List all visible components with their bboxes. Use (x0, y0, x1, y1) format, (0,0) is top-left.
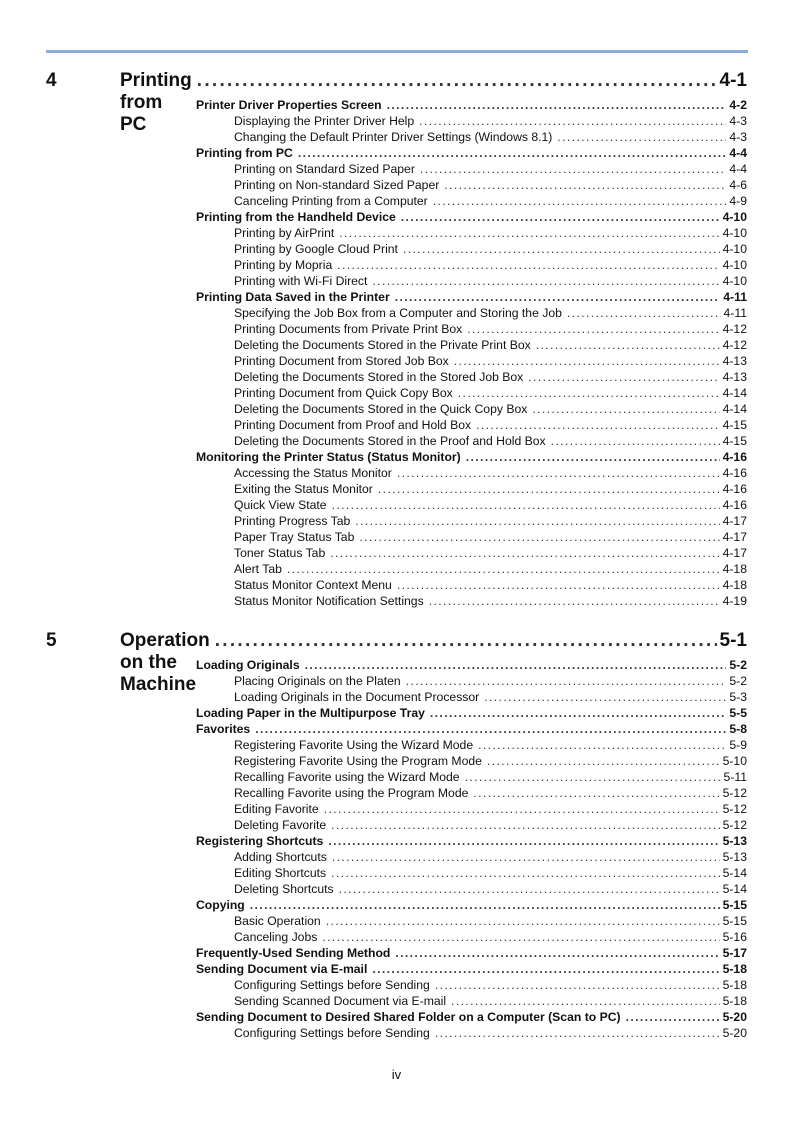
dot-leader (395, 945, 719, 961)
entry-title: Printing by Google Cloud Print (234, 242, 398, 256)
dot-leader (395, 289, 721, 305)
entry-title: Loading Originals (196, 658, 300, 672)
dot-leader (372, 273, 719, 289)
dot-leader (332, 497, 720, 513)
dot-leader (339, 225, 719, 241)
entry-page: 5-2 (729, 674, 747, 688)
entry-page: 4-2 (729, 98, 747, 112)
toc-subsection-entry[interactable] (234, 257, 747, 273)
toc-subsection-entry[interactable] (234, 161, 747, 177)
entry-title: Loading Paper in the Multipurpose Tray (196, 706, 425, 720)
entry-title: Sending Scanned Document via E-mail (234, 994, 447, 1008)
toc-subsection-entry[interactable] (234, 481, 747, 497)
toc-subsection-entry[interactable] (234, 193, 747, 209)
entry-page: 5-13 (722, 834, 747, 848)
dot-leader (419, 113, 726, 129)
entry-page: 4-16 (722, 466, 747, 480)
toc-subsection-entry[interactable] (234, 273, 747, 289)
chapter-number: 4 (46, 70, 57, 91)
entry-page: 5-17 (722, 946, 747, 960)
entry-page: 4-3 (729, 130, 747, 144)
dot-leader (332, 849, 720, 865)
entry-page: 5-10 (722, 754, 747, 768)
entry-title: Monitoring the Printer Status (Status Monitor) (196, 450, 461, 464)
entry-page: 4-17 (722, 514, 747, 528)
entry-page: 5-14 (722, 866, 747, 880)
chapter-4 (0, 70, 793, 609)
toc-subsection-entry[interactable] (234, 225, 747, 241)
entry-title: Deleting the Documents Stored in the Proof and Hold Box (234, 434, 546, 448)
entry-title: Deleting Shortcuts (234, 882, 334, 896)
dot-leader (476, 417, 720, 433)
toc-subsection-entry[interactable] (234, 737, 747, 753)
entry-title: Printing from PC (196, 146, 293, 160)
entry-title: Printing Data Saved in the Printer (196, 290, 390, 304)
dot-leader (473, 785, 719, 801)
entry-page: 4-4 (729, 146, 747, 160)
entry-page: 5-18 (722, 994, 747, 1008)
entry-page: 4-18 (722, 562, 747, 576)
entry-page: 4-16 (722, 450, 747, 464)
entry-title: Alert Tab (234, 562, 282, 576)
entry-title: Printing with Wi-Fi Direct (234, 274, 368, 288)
entry-page: 4-14 (722, 386, 747, 400)
entry-title: Deleting the Documents Stored in the Private Print Box (234, 338, 531, 352)
chapter-page[interactable]: 5-1 (719, 630, 747, 651)
toc-section-entry[interactable] (196, 945, 747, 961)
entry-page: 5-13 (722, 850, 747, 864)
entry-page: 5-15 (722, 914, 747, 928)
chapter-title[interactable]: Operation on the Machine (120, 630, 210, 695)
entry-page: 4-13 (722, 354, 747, 368)
entry-page: 4-4 (729, 162, 747, 176)
toc-section-entry[interactable] (196, 289, 747, 305)
entry-title: Printing by Mopria (234, 258, 333, 272)
toc-subsection-entry[interactable] (234, 785, 747, 801)
entry-title: Loading Originals in the Document Processor (234, 690, 480, 704)
entry-title: Printer Driver Properties Screen (196, 98, 382, 112)
toc-section-entry[interactable] (196, 961, 747, 977)
entry-page: 4-3 (729, 114, 747, 128)
dot-leader (331, 865, 719, 881)
toc-section-entry[interactable] (196, 721, 747, 737)
toc-section-entry[interactable] (196, 705, 747, 721)
toc-subsection-entry[interactable] (234, 977, 747, 993)
dot-leader (465, 769, 721, 785)
dot-leader (551, 433, 720, 449)
toc-subsection-entry[interactable] (234, 401, 747, 417)
entry-title: Adding Shortcuts (234, 850, 327, 864)
entry-title: Registering Favorite Using the Wizard Mode (234, 738, 474, 752)
toc-subsection-entry[interactable] (234, 529, 747, 545)
entry-title: Sending Document via E-mail (196, 962, 368, 976)
entry-page: 4-15 (722, 434, 747, 448)
dot-leader (454, 353, 720, 369)
entry-title: Specifying the Job Box from a Computer and Storing the Job (234, 306, 562, 320)
toc-subsection-entry[interactable] (234, 353, 747, 369)
entry-page: 4-17 (722, 546, 747, 560)
dot-leader (478, 737, 726, 753)
entry-page: 5-3 (729, 690, 747, 704)
toc-subsection-entry[interactable] (234, 385, 747, 401)
entry-page: 5-12 (722, 802, 747, 816)
toc-subsection-entry[interactable] (234, 1025, 747, 1041)
entry-title: Recalling Favorite using the Wizard Mode (234, 770, 460, 784)
entry-page: 5-8 (729, 722, 747, 736)
entry-page: 4-9 (729, 194, 747, 208)
entry-page: 4-17 (722, 530, 747, 544)
toc-entry-list (0, 657, 793, 1041)
toc-subsection-entry[interactable] (234, 369, 747, 385)
toc-subsection-entry[interactable] (234, 769, 747, 785)
entry-page: 5-2 (729, 658, 747, 672)
dot-leader (331, 817, 719, 833)
entry-title: Exiting the Status Monitor (234, 482, 373, 496)
entry-title: Printing Document from Quick Copy Box (234, 386, 453, 400)
entry-page: 4-16 (722, 498, 747, 512)
toc-subsection-entry[interactable] (234, 753, 747, 769)
dot-leader (451, 993, 720, 1009)
toc-subsection-entry[interactable] (234, 865, 747, 881)
entry-title: Changing the Default Printer Driver Settings (Windows 8.1) (234, 130, 553, 144)
toc-subsection-entry[interactable] (234, 433, 747, 449)
toc-subsection-entry[interactable] (234, 929, 747, 945)
entry-title: Configuring Settings before Sending (234, 1026, 430, 1040)
chapter-title[interactable]: Printing from PC (120, 70, 192, 135)
dot-leader (339, 881, 720, 897)
page-number: iv (391, 1067, 402, 1082)
entry-title: Deleting the Documents Stored in the Quick Copy Box (234, 402, 528, 416)
dot-leader (435, 977, 720, 993)
toc-subsection-entry[interactable] (234, 849, 747, 865)
header-rule (46, 50, 748, 53)
entry-page: 4-18 (722, 578, 747, 592)
entry-title: Quick View State (234, 498, 327, 512)
dot-leader (372, 961, 719, 977)
dot-leader (197, 70, 717, 92)
entry-title: Printing Progress Tab (234, 514, 351, 528)
entry-page: 4-19 (722, 594, 747, 608)
entry-title: Printing Document from Proof and Hold Box (234, 418, 472, 432)
toc-subsection-entry[interactable] (234, 673, 747, 689)
toc-section-entry[interactable] (196, 657, 747, 673)
toc-subsection-entry[interactable] (234, 417, 747, 433)
dot-leader (487, 753, 720, 769)
dot-leader (567, 305, 721, 321)
dot-leader (406, 673, 727, 689)
dot-leader (430, 705, 726, 721)
entry-page: 5-9 (729, 738, 747, 752)
entry-title: Frequently-Used Sending Method (196, 946, 391, 960)
toc-subsection-entry[interactable] (234, 129, 747, 145)
entry-title: Registering Favorite Using the Program Mode (234, 754, 482, 768)
entry-title: Deleting Favorite (234, 818, 327, 832)
dot-leader (322, 929, 719, 945)
entry-title: Deleting the Documents Stored in the Stored Job Box (234, 370, 524, 384)
dot-leader (387, 97, 727, 113)
dot-leader (429, 593, 720, 609)
dot-leader (397, 577, 720, 593)
toc-subsection-entry[interactable] (234, 593, 747, 609)
dot-leader (466, 449, 720, 465)
toc-subsection-entry[interactable] (234, 305, 747, 321)
entry-title: Registering Shortcuts (196, 834, 324, 848)
toc-subsection-entry[interactable] (234, 689, 747, 705)
entry-page: 4-10 (722, 258, 747, 272)
entry-page: 4-10 (722, 242, 747, 256)
entry-page: 4-6 (729, 178, 747, 192)
toc-subsection-entry[interactable] (234, 497, 747, 513)
chapter-number: 5 (46, 630, 57, 651)
dot-leader (215, 630, 717, 652)
dot-leader (626, 1009, 720, 1025)
toc-section-entry[interactable] (196, 145, 747, 161)
entry-page: 5-12 (722, 786, 747, 800)
entry-title: Editing Shortcuts (234, 866, 327, 880)
entry-title: Printing from the Handheld Device (196, 210, 396, 224)
dot-leader (250, 897, 720, 913)
toc-entry-list (0, 97, 793, 609)
entry-title: Recalling Favorite using the Program Mode (234, 786, 469, 800)
dot-leader (433, 193, 727, 209)
entry-title: Copying (196, 898, 245, 912)
entry-page: 4-10 (722, 274, 747, 288)
toc-subsection-entry[interactable] (234, 577, 747, 593)
entry-page: 4-13 (722, 370, 747, 384)
toc-section-entry[interactable] (196, 449, 747, 465)
entry-page: 4-11 (723, 306, 747, 320)
entry-page: 4-12 (722, 322, 747, 336)
entry-page: 4-10 (722, 226, 747, 240)
dot-leader (324, 801, 720, 817)
chapter-page[interactable]: 4-1 (719, 70, 747, 91)
entry-title: Canceling Printing from a Computer (234, 194, 428, 208)
entry-page: 5-11 (723, 770, 747, 784)
toc-subsection-entry[interactable] (234, 801, 747, 817)
entry-page: 4-10 (722, 210, 747, 224)
entry-title: Canceling Jobs (234, 930, 318, 944)
toc-section-entry[interactable] (196, 833, 747, 849)
toc-subsection-entry[interactable] (234, 465, 747, 481)
toc-subsection-entry[interactable] (234, 321, 747, 337)
dot-leader (359, 529, 719, 545)
entry-title: Printing by AirPrint (234, 226, 335, 240)
dot-leader (467, 321, 719, 337)
entry-page: 5-20 (722, 1026, 747, 1040)
toc-subsection-entry[interactable] (234, 545, 747, 561)
entry-title: Displaying the Printer Driver Help (234, 114, 415, 128)
entry-page: 5-16 (722, 930, 747, 944)
entry-title: Favorites (196, 722, 251, 736)
entry-page: 4-12 (722, 338, 747, 352)
entry-page: 5-14 (722, 882, 747, 896)
entry-title: Toner Status Tab (234, 546, 326, 560)
dot-leader (378, 481, 720, 497)
entry-page: 4-11 (723, 290, 747, 304)
entry-page: 5-18 (722, 962, 747, 976)
entry-page: 5-18 (722, 978, 747, 992)
entry-page: 5-20 (722, 1010, 747, 1024)
dot-leader (420, 161, 726, 177)
dot-leader (287, 561, 720, 577)
entry-title: Configuring Settings before Sending (234, 978, 430, 992)
entry-page: 4-15 (722, 418, 747, 432)
entry-page: 5-15 (722, 898, 747, 912)
dot-leader (403, 241, 720, 257)
dot-leader (557, 129, 726, 145)
entry-page: 4-16 (722, 482, 747, 496)
toc-subsection-entry[interactable] (234, 241, 747, 257)
toc-subsection-entry[interactable] (234, 881, 747, 897)
toc-subsection-entry[interactable] (234, 177, 747, 193)
entry-title: Accessing the Status Monitor (234, 466, 392, 480)
toc-subsection-entry[interactable] (234, 817, 747, 833)
toc-subsection-entry[interactable] (234, 337, 747, 353)
dot-leader (355, 513, 719, 529)
toc-subsection-entry[interactable] (234, 561, 747, 577)
toc-section-entry[interactable] (196, 897, 747, 913)
entry-page: 5-5 (729, 706, 747, 720)
toc-section-entry[interactable] (196, 97, 747, 113)
dot-leader (401, 209, 720, 225)
dot-leader (484, 689, 726, 705)
toc-subsection-entry[interactable] (234, 113, 747, 129)
toc-section-entry[interactable] (196, 1009, 747, 1025)
dot-leader (330, 545, 719, 561)
dot-leader (444, 177, 726, 193)
entry-title: Printing Documents from Private Print Box (234, 322, 463, 336)
toc-subsection-entry[interactable] (234, 913, 747, 929)
entry-page: 5-12 (722, 818, 747, 832)
dot-leader (435, 1025, 720, 1041)
dot-leader (328, 833, 719, 849)
entry-title: Status Monitor Context Menu (234, 578, 392, 592)
dot-leader (305, 657, 727, 673)
dot-leader (337, 257, 719, 273)
toc-section-entry[interactable] (196, 209, 747, 225)
dot-leader (397, 465, 720, 481)
dot-leader (536, 337, 720, 353)
toc-subsection-entry[interactable] (234, 993, 747, 1009)
entry-title: Placing Originals on the Platen (234, 674, 401, 688)
chapter-5 (0, 630, 793, 1041)
entry-title: Editing Favorite (234, 802, 319, 816)
dot-leader (298, 145, 727, 161)
dot-leader (255, 721, 726, 737)
entry-title: Printing on Non-standard Sized Paper (234, 178, 440, 192)
entry-title: Basic Operation (234, 914, 321, 928)
entry-title: Sending Document to Desired Shared Folder on a Computer (Scan to PC) (196, 1010, 621, 1024)
entry-page: 4-14 (722, 402, 747, 416)
dot-leader (458, 385, 720, 401)
entry-title: Status Monitor Notification Settings (234, 594, 424, 608)
dot-leader (532, 401, 719, 417)
toc-subsection-entry[interactable] (234, 513, 747, 529)
dot-leader (528, 369, 719, 385)
entry-title: Printing Document from Stored Job Box (234, 354, 449, 368)
entry-title: Printing on Standard Sized Paper (234, 162, 415, 176)
entry-title: Paper Tray Status Tab (234, 530, 355, 544)
dot-leader (326, 913, 720, 929)
